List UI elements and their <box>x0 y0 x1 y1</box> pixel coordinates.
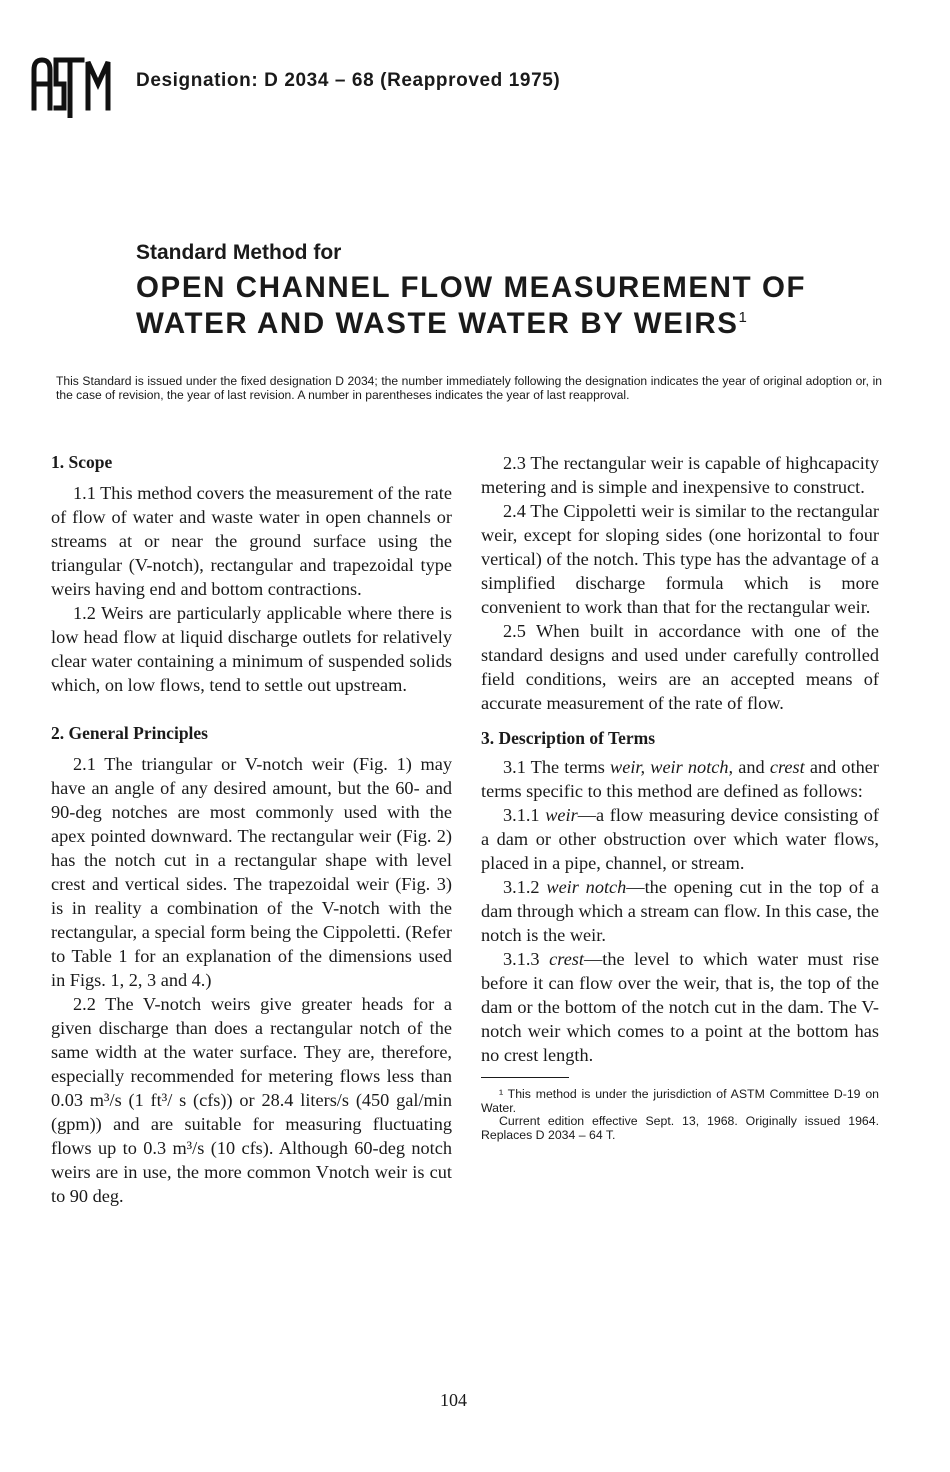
title-footnote-ref: 1 <box>738 309 747 326</box>
defined-term: crest <box>549 949 584 969</box>
paragraph-2-5: 2.5 When built in accordance with one of the standard designs and used under carefully controlled field conditions, weirs are an accepted means of accurate measurement of the rate of flow. <box>481 621 879 713</box>
issue-note: This Standard is issued under the fixed designation D 2034; the number immediately following the designation indicates the year of original adoption or, in the case of revision, the year of last revision. A number in parentheses indicates the year of last reapproval. <box>56 374 882 402</box>
paragraph-1-2: 1.2 Weirs are particularly applicable where there is low head flow at liquid discharge outlets for relatively clear water containing a minimum of suspended solids which, on low flows, tend to settle out upstream. <box>51 603 452 695</box>
paragraph-2-2: 2.2 The V-notch weirs give greater heads for a given discharge than does a rectangular notch of the same width at the water surface. They are, therefore, especially recommended for metering flows less than 0.03 m³/s (1 ft³/ s (cfs)) or 28.4 liters/s (450 gal/min (gpm)) and are suitable for measuring fluctuating flows up to 0.3 m³/s (10 cfs). Although 60-deg notch weirs are in use, the more common Vnotch weir is cut to 90 deg. <box>51 994 452 1206</box>
paragraph-3-1-tail: and other terms specific to this method are defined as follows: <box>481 757 879 801</box>
definition-text: —a flow measuring device consisting of a dam or other obstruction over which water flows, placed in a pipe, channel, or stream. <box>481 805 879 873</box>
term-weir-weir-notch: weir, weir notch, <box>610 757 734 777</box>
section-2-heading: 2. General Principles <box>51 723 208 743</box>
paragraph-2-4: 2.4 The Cippoletti weir is similar to the rectangular weir, except for sloping sides (one horizontal to four vertical) of the notch. This type has the advantage of a simplified discharge formula which is more convenient to work than that for the rectangular weir. <box>481 501 879 617</box>
paragraph-1-1: 1.1 This method covers the measurement of the rate of flow of water and waste water in open channels or streams at or near the ground surface using the triangular (V-notch), rectangular and trapezoidal type weirs having end and bottom contractions. <box>51 483 452 599</box>
document-title <box>136 270 926 342</box>
definition-text: —the opening cut in the top of a dam through which a stream can flow. In this case, the notch is the weir. <box>481 877 879 945</box>
paragraph-3-1-2 <box>481 875 879 947</box>
document-kicker: Standard Method for <box>136 241 342 264</box>
term-crest: crest <box>769 757 805 777</box>
title-line-1: OPEN CHANNEL FLOW MEASUREMENT OF <box>136 271 807 304</box>
section-1-heading: 1. Scope <box>51 452 113 472</box>
paragraph-2-3: 2.3 The rectangular weir is capable of highcapacity metering and is simple and inexpensive to construct. <box>481 453 879 497</box>
paragraph-3-1-and: and <box>733 757 770 777</box>
paragraph-3-1-3 <box>481 947 879 1067</box>
footnote-2: Current edition effective Sept. 13, 1968. Originally issued 1964. Replaces D 2034 – 64 T. <box>481 1114 879 1142</box>
clause-number: 3.1.3 <box>503 949 550 969</box>
clause-number: 3.1.2 <box>503 877 547 897</box>
page-number: 104 <box>440 1390 467 1410</box>
right-column <box>481 451 879 1142</box>
footnote-divider <box>481 1077 569 1078</box>
section-3-heading: 3. Description of Terms <box>481 728 656 748</box>
paragraph-2-1: 2.1 The triangular or V-notch weir (Fig. 1) may have an angle of any desired amount, but the 60- and 90-deg notches are most commonly used with the apex pointed downward. The rectangular weir (Fig. 2) has the notch cut in a rectangular shape with level crest and vertical sides. The trapezoidal weir (Fig. 3) is in reality a combination of the V-notch with the rectangular, a special form being the Cippoletti. (Refer to Table 1 for an explanation of the dimensions used in Figs. 1, 2, 3 and 4.) <box>51 754 452 990</box>
footnotes <box>481 1088 879 1142</box>
definition-text: —the level to which water must rise before it can flow over the weir, that is, the top of the dam or the bottom of the notch cut in the dam. The V-notch weir which comes to a point at the bottom has no crest length. <box>481 949 879 1065</box>
title-line-2-text: WATER AND WASTE WATER BY WEIRS <box>136 307 739 340</box>
title-line-2 <box>136 306 926 342</box>
footnote-1: ¹ This method is under the jurisdiction of ASTM Committee D-19 on Water. <box>481 1087 879 1115</box>
defined-term: weir notch <box>546 877 627 897</box>
clause-number: 3.1.1 <box>503 805 546 825</box>
left-column <box>51 451 452 1208</box>
designation: Designation: D 2034 – 68 (Reapproved 1975) <box>136 70 561 91</box>
paragraph-3-1-lead: 3.1 The terms <box>503 757 611 777</box>
astm-logo <box>28 50 116 118</box>
paragraph-3-1 <box>481 755 879 803</box>
defined-term: weir <box>545 805 578 825</box>
paragraph-3-1-1 <box>481 803 879 875</box>
